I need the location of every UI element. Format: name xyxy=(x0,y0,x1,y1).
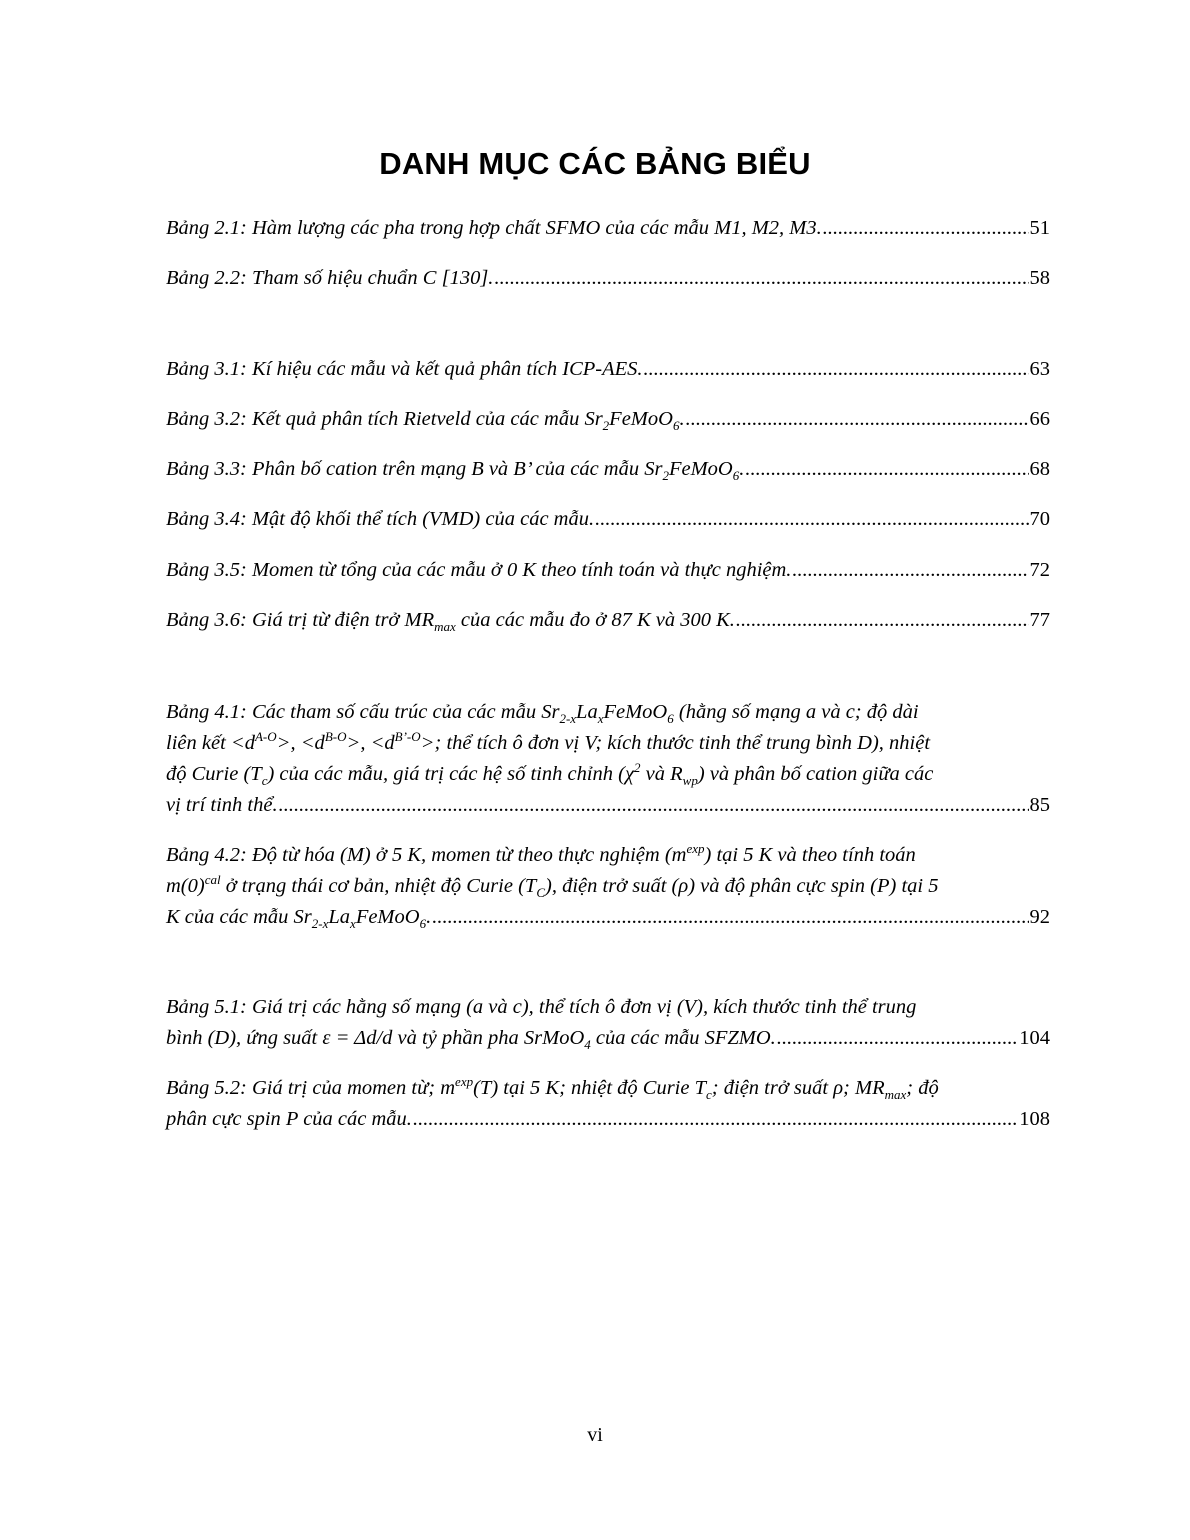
entry-text: bình (D), ứng suất ε = Δd/d và tỷ phần pha SrMoO$_4$ của các mẫu SFZMO. xyxy=(166,1027,776,1053)
toc-entry-3-5[interactable] xyxy=(166,555,1050,586)
leader-dots xyxy=(432,902,1028,933)
entry-page: 70 xyxy=(1029,508,1050,530)
entry-text: Bảng 3.6: Giá trị từ điện trở $MR_{max}$ của các mẫu đo ở 87 K và 300 K. xyxy=(166,609,735,635)
leader-dots xyxy=(745,454,1028,485)
leader-dots xyxy=(595,504,1028,535)
entry-page: 77 xyxy=(1029,609,1050,631)
entry-page: 58 xyxy=(1029,267,1050,289)
entry-text: K của các mẫu $Sr_{2-x}La_xFeMoO_6$. xyxy=(166,906,432,932)
entry-page: 85 xyxy=(1029,794,1050,816)
toc-entry-2-2[interactable] xyxy=(166,263,1050,294)
entry-text: vị trí tinh thể. xyxy=(166,794,278,816)
toc-entry-3-3[interactable] xyxy=(166,454,1050,485)
leader-dots xyxy=(644,354,1029,385)
entry-line: độ Curie $(T_c)$ của các mẫu, giá trị các hệ số tinh chỉnh ($\chi^2$ và $R_{wp}$) và phân bố cation giữa các xyxy=(166,760,934,789)
toc-entry-2-1[interactable] xyxy=(166,213,1050,244)
entry-page: 51 xyxy=(1029,217,1050,239)
entry-line: $m(0)^{cal}$ ở trạng thái cơ bản, nhiệt độ Curie $(T_C)$, điện trở suất (ρ) và độ phân cực spin (P) tại 5 xyxy=(166,872,939,901)
entry-text: Bảng 3.3: Phân bố cation trên mạng B và B’ của các mẫu $Sr_2FeMoO_6$. xyxy=(166,458,745,484)
entry-text: Bảng 3.4: Mật độ khối thể tích (VMD) của các mẫu. xyxy=(166,508,595,530)
leader-dots xyxy=(777,1023,1018,1054)
entry-text: Bảng 3.2: Kết quả phân tích Rietveld của các mẫu $Sr_2FeMoO_6$. xyxy=(166,408,685,434)
page-number: vi xyxy=(587,1424,603,1446)
leader-dots xyxy=(792,555,1028,586)
leader-dots xyxy=(279,790,1029,821)
entry-text: phân cực spin P của các mẫu. xyxy=(166,1108,412,1130)
entry-line: Bảng 4.2: Độ từ hóa (M) ở 5 K, momen từ theo thực nghiệm $(m^{exp})$ tại 5 K và theo tính toán xyxy=(166,841,916,866)
entry-page: 63 xyxy=(1029,358,1050,380)
toc-entry-5-2[interactable] xyxy=(166,1073,1050,1135)
entry-page: 66 xyxy=(1029,408,1050,430)
entry-line: Bảng 5.1: Giá trị các hằng số mạng (a và c), thể tích ô đơn vị (V), kích thước tinh thể trung xyxy=(166,996,917,1018)
page-title: DANH MỤC CÁC BẢNG BIỂU xyxy=(379,146,811,181)
entry-line: Bảng 5.2: Giá trị của momen từ; $m^{exp}(T)$ tại 5 K; nhiệt độ Curie $T_c$; điện trở suất ρ; $MR_{max}$; độ xyxy=(166,1074,939,1103)
entry-page: 72 xyxy=(1029,559,1050,581)
toc-entry-4-2[interactable] xyxy=(166,840,1050,933)
toc-entry-5-1[interactable] xyxy=(166,992,1050,1054)
leader-dots xyxy=(736,605,1029,636)
leader-dots xyxy=(823,213,1029,244)
entry-text: Bảng 3.1: Kí hiệu các mẫu và kết quả phân tích ICP-AES. xyxy=(166,358,643,380)
toc-entry-4-1[interactable] xyxy=(166,697,1050,821)
entry-page: 92 xyxy=(1029,906,1050,928)
entry-page: 68 xyxy=(1029,458,1050,480)
leader-dots xyxy=(413,1104,1018,1135)
entry-text: Bảng 2.1: Hàm lượng các pha trong hợp chất SFMO của các mẫu M1, M2, M3. xyxy=(166,217,822,239)
entry-text: Bảng 2.2: Tham số hiệu chuẩn C [130]. xyxy=(166,267,494,289)
entry-line: liên kết $<d^{A-O}>$, $<d^{B-O}>$, $<d^{B’-O}>$; thể tích ô đơn vị V; kích thước tinh thể trung bình D), nhiệt xyxy=(166,729,931,754)
entry-page: 108 xyxy=(1019,1108,1050,1130)
toc-entry-3-1[interactable] xyxy=(166,354,1050,385)
entry-text: Bảng 3.5: Momen từ tổng của các mẫu ở 0 K theo tính toán và thực nghiệm. xyxy=(166,559,792,581)
toc-entry-3-4[interactable] xyxy=(166,504,1050,535)
leader-dots xyxy=(686,404,1029,435)
leader-dots xyxy=(494,263,1028,294)
toc-entry-3-6[interactable] xyxy=(166,605,1050,636)
entry-page: 104 xyxy=(1019,1027,1050,1049)
entry-line: Bảng 4.1: Các tham số cấu trúc của các mẫu $Sr_{2-x}La_xFeMoO_6$ (hằng số mạng a và c; độ dài xyxy=(166,701,919,727)
toc-entry-3-2[interactable] xyxy=(166,404,1050,435)
